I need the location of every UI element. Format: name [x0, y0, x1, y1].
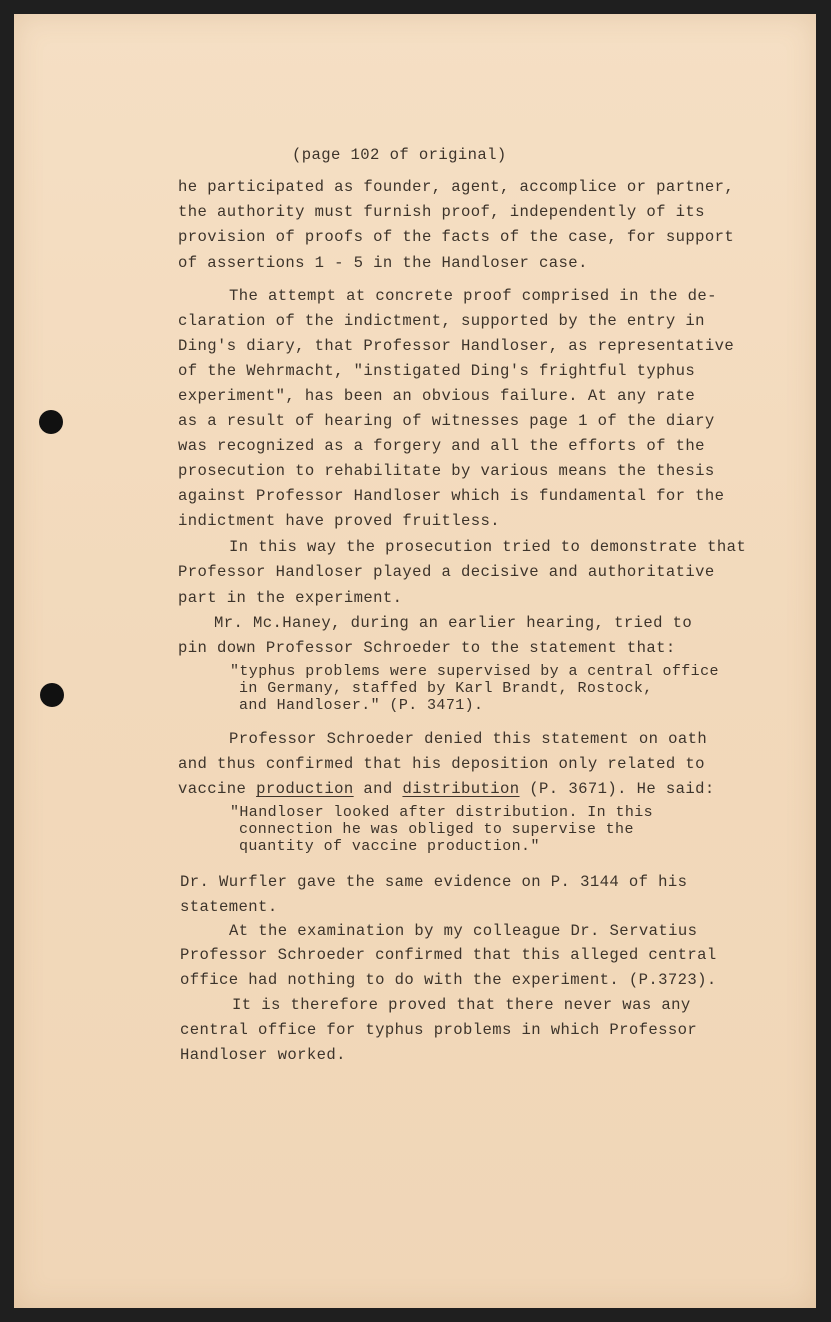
text-segment: and	[353, 780, 403, 798]
text-line-3: provision of proofs of the facts of the case, for support	[178, 228, 735, 246]
text-line-6: claration of the indictment, supported by the entry in	[178, 312, 705, 330]
text-line-21: and thus confirmed that his deposition only related to	[178, 755, 705, 773]
text-line-2: the authority must furnish proof, independently of its	[178, 203, 705, 221]
text-line-27: office had nothing to do with the experiment. (P.3723).	[180, 971, 717, 989]
text-line-28: It is therefore proved that there never was any	[232, 996, 691, 1014]
punch-hole-bottom	[40, 683, 64, 707]
text-line-24: statement.	[180, 898, 278, 916]
quote-line-5: connection he was obliged to supervise the	[239, 821, 634, 838]
text-segment: vaccine	[178, 780, 257, 798]
text-segment: (P. 3671). He said:	[519, 780, 715, 798]
text-line-19: pin down Professor Schroeder to the statement that:	[178, 639, 676, 657]
underlined-word-production: production	[256, 780, 354, 798]
text-line-20: Professor Schroeder denied this statement on oath	[229, 730, 708, 748]
text-line-29: central office for typhus problems in which Professor	[180, 1021, 698, 1039]
text-line-23: Dr. Wurfler gave the same evidence on P. 3144 of his	[180, 873, 688, 891]
text-line-5: The attempt at concrete proof comprised in the de-	[229, 287, 717, 305]
text-line-7: Ding's diary, that Professor Handloser, as representative	[178, 337, 735, 355]
text-line-9: experiment", has been an obvious failure. At any rate	[178, 387, 696, 405]
document-page	[14, 14, 816, 1308]
text-line-22	[178, 780, 715, 798]
text-line-26: Professor Schroeder confirmed that this alleged central	[180, 946, 717, 964]
text-line-12: prosecution to rehabilitate by various means the thesis	[178, 462, 715, 480]
text-line-25: At the examination by my colleague Dr. Servatius	[229, 922, 698, 940]
text-line-8: of the Wehrmacht, "instigated Ding's frightful typhus	[178, 362, 696, 380]
quote-line-6: quantity of vaccine production."	[239, 838, 540, 855]
text-line-30: Handloser worked.	[180, 1046, 346, 1064]
text-line-1: he participated as founder, agent, accomplice or partner,	[178, 178, 735, 196]
text-line-11: was recognized as a forgery and all the efforts of the	[178, 437, 705, 455]
text-line-10: as a result of hearing of witnesses page 1 of the diary	[178, 412, 715, 430]
quote-line-3: and Handloser." (P. 3471).	[239, 697, 484, 714]
quote-line-2: in Germany, staffed by Karl Brandt, Rostock,	[239, 680, 653, 697]
text-line-17: part in the experiment.	[178, 589, 403, 607]
quote-line-4: "Handloser looked after distribution. In this	[230, 804, 654, 821]
quote-line-1: "typhus problems were supervised by a central office	[230, 663, 719, 680]
text-line-16: Professor Handloser played a decisive and authoritative	[178, 563, 715, 581]
text-line-14: indictment have proved fruitless.	[178, 512, 501, 530]
text-line-15: In this way the prosecution tried to demonstrate that	[229, 538, 747, 556]
text-line-13: against Professor Handloser which is fundamental for the	[178, 487, 725, 505]
underlined-word-distribution: distribution	[402, 780, 520, 798]
text-line-4: of assertions 1 - 5 in the Handloser case.	[178, 254, 588, 272]
page-header: (page 102 of original)	[292, 146, 507, 164]
text-line-18: Mr. Mc.Haney, during an earlier hearing, tried to	[214, 614, 693, 632]
punch-hole-top	[39, 410, 63, 434]
